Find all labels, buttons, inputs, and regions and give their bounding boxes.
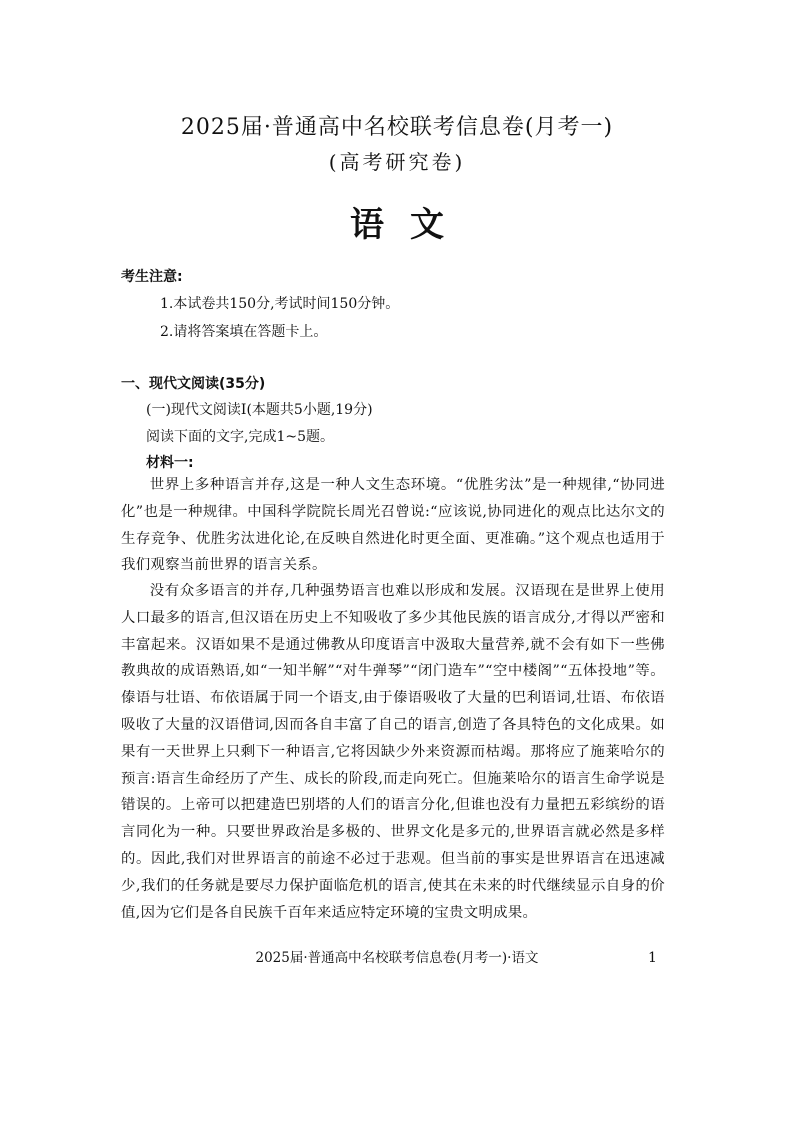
notice-item: 2.请将答案填在答题卡上。 — [160, 324, 328, 340]
reading-instruction: 阅读下面的文字,完成1~5题。 — [146, 429, 334, 445]
notice-item: 1.本试卷共150分,考试时间150分钟。 — [160, 296, 400, 312]
body-paragraph: 世界上多种语言并存,这是一种人文生态环境。“优胜劣汰”是一种规律,“协同进化”也是一种规律。中国科学院院长周光召曾说:“应该说,协同进化的观点比达尔文的生存竞争、优胜劣汰进化论,在反映自然进化时更全面、更准确。”这个观点也适用于我们观察当前世界的语言关系。 — [121, 477, 665, 574]
material-label: 材料一: — [146, 455, 194, 471]
exam-subtitle: (高考研究卷) — [328, 150, 466, 174]
section-title: 一、现代文阅读(35分) — [121, 376, 266, 392]
page-footer: 2025届·普通高中名校联考信息卷(月考一)·语文 — [255, 950, 539, 966]
exam-title: 2025届·普通高中名校联考信息卷(月考一) — [180, 115, 614, 140]
body-paragraph: 没有众多语言的并存,几种强势语言也难以形成和发展。汉语现在是世界上使用人口最多的语言,但汉语在历史上不知吸收了多少其他民族的语言成分,才得以严密和丰富起来。汉语如果不是通过佛教从印度语言中汲取大量营养,就不会有如下一些佛教典故的成语熟语,如“一知半解”“对牛弹琴”“闭门造车”“空中楼阁”“五体投地”等。傣语与壮语、布依语属于同一个语支,由于傣语吸收了大量的巴利语词,壮语、布依语吸收了大量的汉语借词,因而各自丰富了自己的语言,创造了各具特色的文化成果。如果有一天世界上只剩下一种语言,它将因缺少外来资源而枯竭。那将应了施莱哈尔的预言:语言生命经历了产生、成长的阶段,而走向死亡。但施莱哈尔的语言生命学说是错误的。上帝可以把建造巴别塔的人们的语言分化,但谁也没有力量把五彩缤纷的语言同化为一种。只要世界政治是多极的、世界文化是多元的,世界语言就必然是多样的。因此,我们对世界语言的前途不必过于悲观。但当前的事实是世界语言在迅速减少,我们的任务就是要尽力保护面临危机的语言,使其在未来的时代继续显示自身的价值,因为它们是各自民族千百年来适应特定环境的宝贵文明成果。 — [121, 583, 665, 921]
page-number: 1 — [648, 950, 657, 966]
notice-title: 考生注意: — [121, 269, 183, 285]
subsection-title: (一)现代文阅读Ⅰ(本题共5小题,19分) — [146, 402, 373, 418]
subject-heading: 语文 — [350, 205, 470, 245]
